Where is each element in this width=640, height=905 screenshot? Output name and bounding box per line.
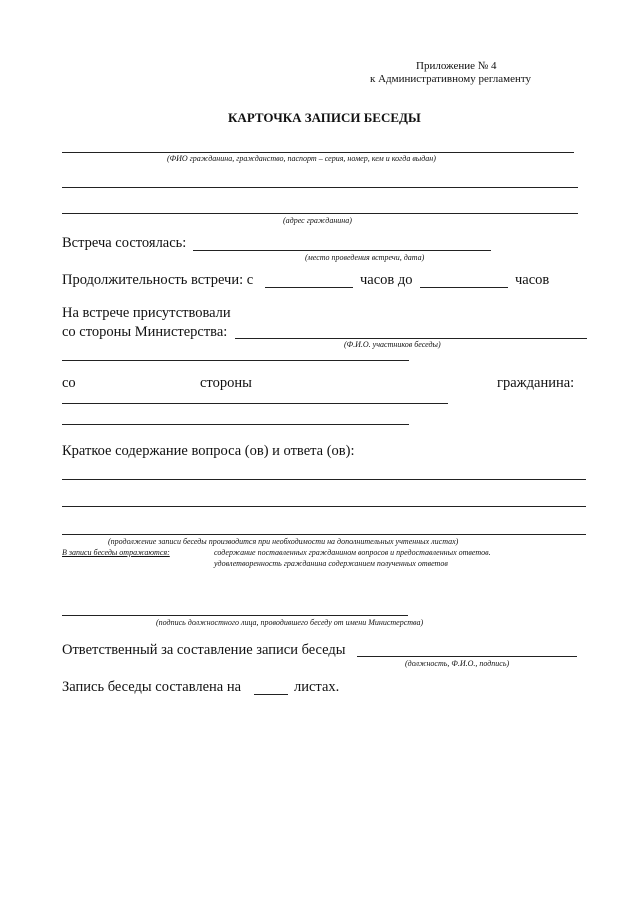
document-title: КАРТОЧКА ЗАПИСИ БЕСЕДЫ — [228, 110, 421, 125]
hours-label: часов — [515, 272, 550, 288]
ministry-participants-line[interactable] — [235, 338, 587, 339]
summary-line-2[interactable] — [62, 506, 586, 507]
responsible-caption: (должность, Ф.И.О., подпись) — [405, 659, 510, 668]
address-caption: (адрес гражданина) — [283, 216, 352, 225]
fio-caption: (ФИО гражданина, гражданство, паспорт – серия, номер, кем и когда выдан) — [167, 154, 436, 163]
ministry-participants-line-2[interactable] — [62, 360, 409, 361]
signature-caption: (подпись должностного лица, проводившего беседу от имени Министерства) — [156, 618, 424, 627]
participants-caption: (Ф.И.О. участников беседы) — [344, 340, 441, 349]
present-label: На встрече присутствовали — [62, 305, 231, 321]
citizen-participants-line[interactable] — [62, 403, 448, 404]
note-head: В записи беседы отражаются: — [62, 548, 170, 557]
hours-to-label: часов до — [360, 272, 413, 288]
citizen-participants-line-2[interactable] — [62, 424, 409, 425]
side-label: стороны — [200, 375, 252, 391]
summary-label: Краткое содержание вопроса (ов) и ответа (ов): — [62, 443, 355, 459]
note-line-2: удовлетворенность гражданина содержанием полученных ответов — [214, 559, 448, 568]
fio-line[interactable] — [62, 152, 574, 153]
appendix-line-2: к Административному регламенту — [370, 73, 532, 85]
responsible-line[interactable] — [357, 656, 577, 657]
pages-label: Запись беседы составлена на — [62, 679, 242, 695]
duration-label: Продолжительность встречи: с — [62, 272, 254, 288]
place-caption: (место проведения встречи, дата) — [305, 253, 425, 262]
ministry-side-label: со стороны Министерства: — [62, 324, 228, 340]
start-time-line[interactable] — [265, 287, 353, 288]
from-label: со — [62, 375, 76, 391]
fio-line-2[interactable] — [62, 187, 578, 188]
note-line-1: содержание поставленных гражданином вопросов и предоставленных ответов. — [214, 548, 491, 557]
responsible-label: Ответственный за составление записи беседы — [62, 642, 346, 658]
pages-count-line[interactable] — [254, 694, 288, 695]
summary-line-3[interactable] — [62, 534, 586, 535]
continuation-caption: (продолжение записи беседы производится при необходимости на дополнительных учтенных листах) — [108, 537, 459, 546]
end-time-line[interactable] — [420, 287, 508, 288]
citizen-label: гражданина: — [497, 375, 575, 391]
pages-suffix: листах. — [294, 679, 340, 695]
meeting-held-label: Встреча состоялась: — [62, 235, 187, 251]
appendix-line-1: Приложение № 4 — [416, 60, 497, 72]
signature-line[interactable] — [62, 615, 408, 616]
meeting-place-line[interactable] — [193, 250, 491, 251]
address-line[interactable] — [62, 213, 578, 214]
summary-line-1[interactable] — [62, 479, 586, 480]
